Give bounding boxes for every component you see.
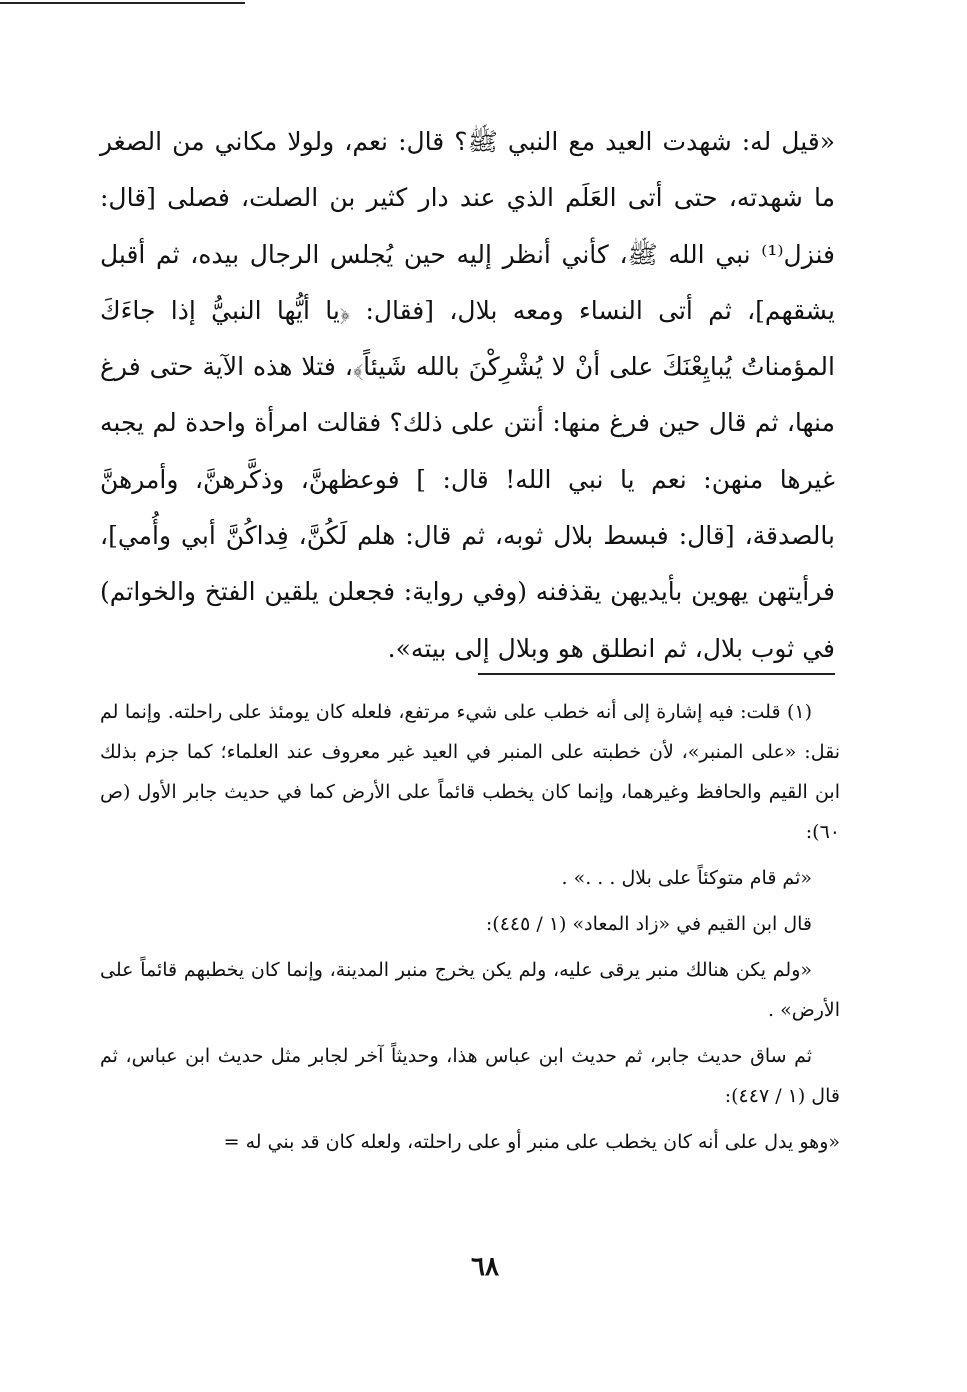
footnote-quote-1: «ثم قام متوكئاً على بلال . . .» .	[561, 867, 812, 889]
footnote-continuation: ثم ساق حديث جابر، ثم حديث ابن عباس هذا، وحديثاً آخر لجابر مثل حديث ابن عباس، ثم قال (١ / ٤٤٧):	[100, 1045, 840, 1107]
footnote-ibn-qayyim-ref: قال ابن القيم في «زاد المعاد» (١ / ٤٤٥):	[485, 913, 812, 935]
top-rule	[0, 2, 245, 4]
footnote-quote-3: «وهو يدل على أنه كان يخطب على منبر أو على راحلته، ولعله كان قد بني له =	[223, 1131, 840, 1153]
page-number: ٦٨	[471, 1252, 499, 1282]
footnotes	[100, 692, 840, 1162]
main-text: «قيل له: شهدت العيد مع النبي ﷺ؟ قال: نعم، ولولا مكاني من الصغر ما شهدته، حتى أتى العَلَم الذي عند دار كثير بن الصلت، فصلى [قال: فنزل⁽¹⁾ نبي الله ﷺ، كأني أنظر إليه حين يُجلس الرجال بيده، ثم أقبل يشقهم]، ثم أتى النساء ومعه بلال، [فقال: ﴿يا أيُّها النبيُّ إذا جاءَكَ المؤمناتُ يُبايِعْنَكَ على أنْ لا يُشْرِكْنَ بالله شَيئاً﴾، فتلا هذه الآية حتى فرغ منها، ثم قال حين فرغ منها: أنتن على ذلك؟ فقالت امرأة واحدة لم يجبه غيرها منهن: نعم يا نبي الله! قال: ] فوعظهنَّ، وذكَّرهنَّ، وأمرهنَّ بالصدقة، [قال: فبسط بلال ثوبه، ثم قال: هلم لَكُنَّ، فِداكُنَّ أبي وأُمي]، فرأيتهن يهوين بأيديهن يقذفنه (وفي رواية: فجعلن يلقين الفتخ والخواتم) في ثوب بلال، ثم انطلق هو وبلال إلى بيته».	[100, 127, 835, 663]
footnote-quote-2: «ولم يكن هنالك منبر يرقى عليه، ولم يكن يخرج منبر المدينة، وإنما كان يخطبهم قائماً على الأرض» .	[100, 959, 840, 1021]
footnote-1: (١) قلت: فيه إشارة إلى أنه خطب على شيء مرتفع، فلعله كان يومئذ على راحلته. وإنما لم نقل: «على المنبر»، لأن خطبته على المنبر في العيد غير معروف عند العلماء؛ كما جزم بذلك ابن القيم والحافظ وغيرهما، وإنما كان يخطب قائماً على الأرض كما في حديث جابر الأول (ص ٦٠):	[100, 701, 840, 843]
footnote-separator	[478, 673, 835, 675]
